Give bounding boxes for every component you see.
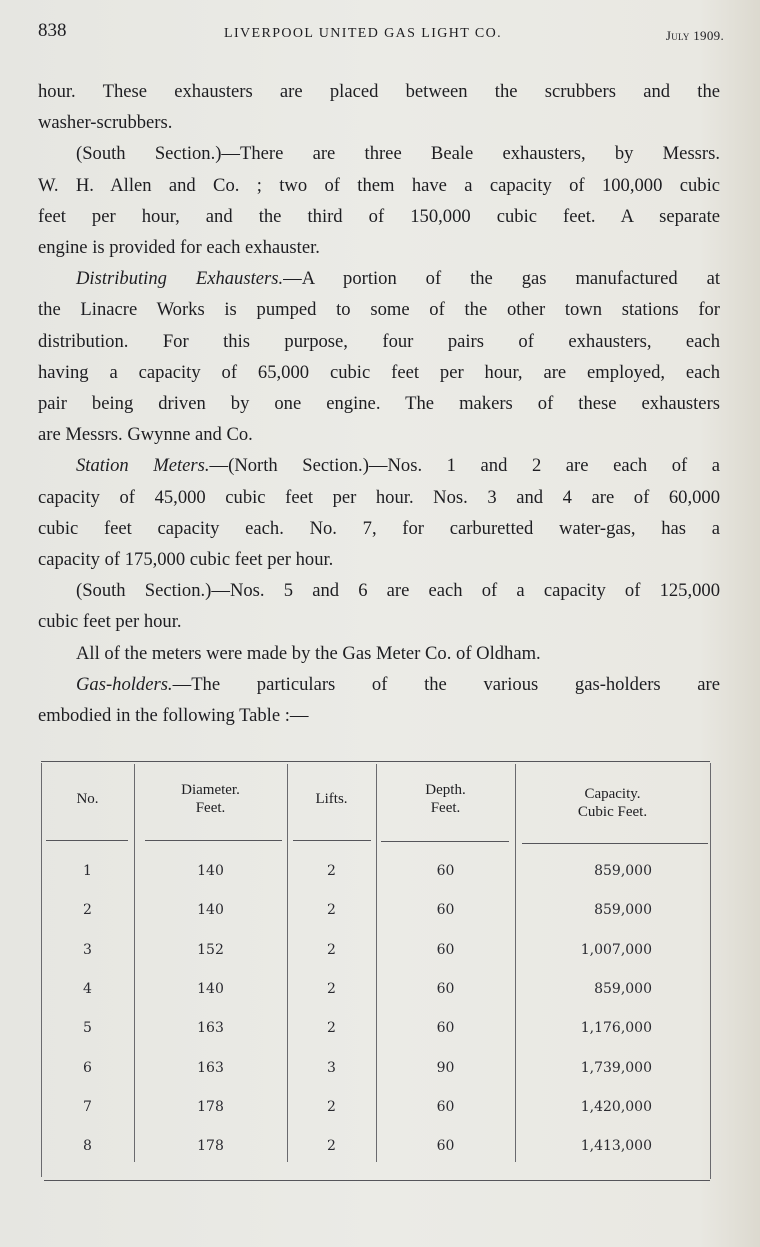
- section-heading: Station Meters.: [76, 455, 210, 477]
- cell-capacity: 1,420,000: [580, 1098, 652, 1115]
- running-date: July 1909.: [665, 28, 724, 43]
- column-header-capacity: [515, 785, 710, 821]
- table-top-rule: [41, 761, 710, 762]
- text-line: engine is provided for each exhauster.: [38, 237, 320, 259]
- cell-diameter: 163: [197, 1020, 224, 1037]
- text-line: W. H. Allen and Co. ; two of them have a capacity of 100,000 cubic: [38, 174, 720, 196]
- header-rule: [381, 841, 509, 842]
- cell-depth: 60: [436, 1020, 455, 1037]
- text-run: —A portion of the gas manufactured at: [283, 268, 721, 290]
- cell-diameter: 163: [197, 1059, 224, 1076]
- text-line: are Messrs. Gwynne and Co.: [38, 424, 253, 446]
- column-header-depth: [376, 781, 515, 817]
- header-label: Lifts.: [315, 791, 348, 807]
- cell-no: 6: [83, 1059, 92, 1076]
- cell-capacity: 1,739,000: [580, 1059, 652, 1076]
- text-line: embodied in the following Table :—: [38, 705, 309, 727]
- text-line: capacity of 175,000 cubic feet per hour.: [38, 549, 334, 571]
- cell-lifts: 2: [327, 863, 336, 879]
- header-label: Capacity.: [584, 786, 641, 802]
- text-line: capacity of 45,000 cubic feet per hour. Nos. 3 and 4 are of 60,000: [38, 486, 720, 508]
- header-rule: [145, 840, 282, 841]
- cell-capacity: 859,000: [594, 863, 652, 879]
- cell-depth: 60: [436, 941, 455, 958]
- header-rule: [46, 840, 128, 841]
- text-line: (South Section.)—There are three Beale exhausters, by Messrs.: [76, 143, 720, 165]
- cell-capacity: 1,007,000: [580, 941, 652, 958]
- text-line: feet per hour, and the third of 150,000 cubic feet. A separate: [38, 205, 720, 227]
- header-rule: [522, 843, 708, 844]
- cell-depth: 60: [436, 980, 455, 997]
- text-line: distribution. For this purpose, four pairs of exhausters, each: [38, 330, 720, 352]
- running-title: LIVERPOOL UNITED GAS LIGHT CO.: [224, 26, 503, 41]
- cell-diameter: 178: [197, 1098, 224, 1115]
- cell-depth: 60: [436, 902, 455, 919]
- cell-lifts: 3: [327, 1059, 336, 1076]
- header-label: Depth.: [425, 782, 466, 798]
- text-line: washer-scrubbers.: [38, 112, 173, 134]
- cell-diameter: 140: [197, 902, 224, 919]
- header-label: No.: [76, 791, 99, 807]
- cell-no: 4: [83, 980, 92, 997]
- text-run: —(North Section.)—Nos. 1 and 2 are each of a: [209, 455, 720, 477]
- cell-depth: 60: [436, 1138, 455, 1155]
- cell-no: 3: [83, 941, 92, 958]
- header-rule: [293, 840, 371, 841]
- cell-lifts: 2: [327, 1098, 336, 1115]
- section-heading: Distributing Exhausters.: [76, 268, 284, 290]
- cell-capacity: 859,000: [594, 980, 652, 997]
- cell-lifts: 2: [327, 980, 336, 997]
- text-line: All of the meters were made by the Gas Meter Co. of Oldham.: [76, 642, 541, 664]
- header-unit: Cubic Feet.: [577, 804, 648, 820]
- text-line: pair being driven by one engine. The makers of these exhausters: [38, 393, 720, 415]
- table-right-border: [710, 763, 711, 1179]
- column-header-lifts: [287, 790, 376, 808]
- cell-lifts: 2: [327, 941, 336, 958]
- text-line: hour. These exhausters are placed between the scrubbers and the: [38, 81, 720, 102]
- text-line: having a capacity of 65,000 cubic feet per hour, are employed, each: [38, 361, 720, 383]
- cell-diameter: 140: [197, 980, 224, 997]
- text-line: the Linacre Works is pumped to some of the other town stations for: [38, 299, 720, 321]
- column-header-no: [41, 790, 134, 808]
- cell-no: 2: [83, 902, 92, 919]
- header-unit: Feet.: [195, 800, 226, 816]
- text-line: cubic feet per hour.: [38, 611, 182, 633]
- cell-no: 7: [83, 1098, 92, 1115]
- header-unit: Feet.: [430, 800, 461, 816]
- text-line: (South Section.)—Nos. 5 and 6 are each of a capacity of 125,000: [76, 580, 720, 602]
- cell-lifts: 2: [327, 1138, 336, 1155]
- column-header-diameter: [134, 781, 287, 817]
- page-number: 838: [38, 20, 67, 41]
- cell-diameter: 152: [197, 941, 224, 958]
- cell-depth: 60: [436, 1098, 455, 1115]
- cell-capacity: 1,176,000: [580, 1020, 652, 1037]
- table-bottom-rule: [44, 1180, 710, 1181]
- section-heading: Gas-holders.: [76, 673, 173, 695]
- cell-capacity: 859,000: [594, 902, 652, 919]
- cell-depth: 60: [436, 863, 455, 879]
- cell-capacity: 1,413,000: [580, 1138, 652, 1155]
- cell-lifts: 2: [327, 902, 336, 919]
- cell-no: 5: [83, 1020, 92, 1037]
- text-line: cubic feet capacity each. No. 7, for carburetted water-gas, has a: [38, 517, 720, 539]
- cell-lifts: 2: [327, 1020, 336, 1037]
- cell-diameter: 178: [197, 1138, 224, 1155]
- cell-no: 8: [83, 1138, 92, 1155]
- text-run: —The particulars of the various gas-holders are: [172, 673, 720, 695]
- header-label: Diameter.: [181, 782, 240, 798]
- cell-depth: 90: [436, 1059, 455, 1076]
- cell-diameter: 140: [197, 863, 224, 879]
- cell-no: 1: [83, 863, 92, 879]
